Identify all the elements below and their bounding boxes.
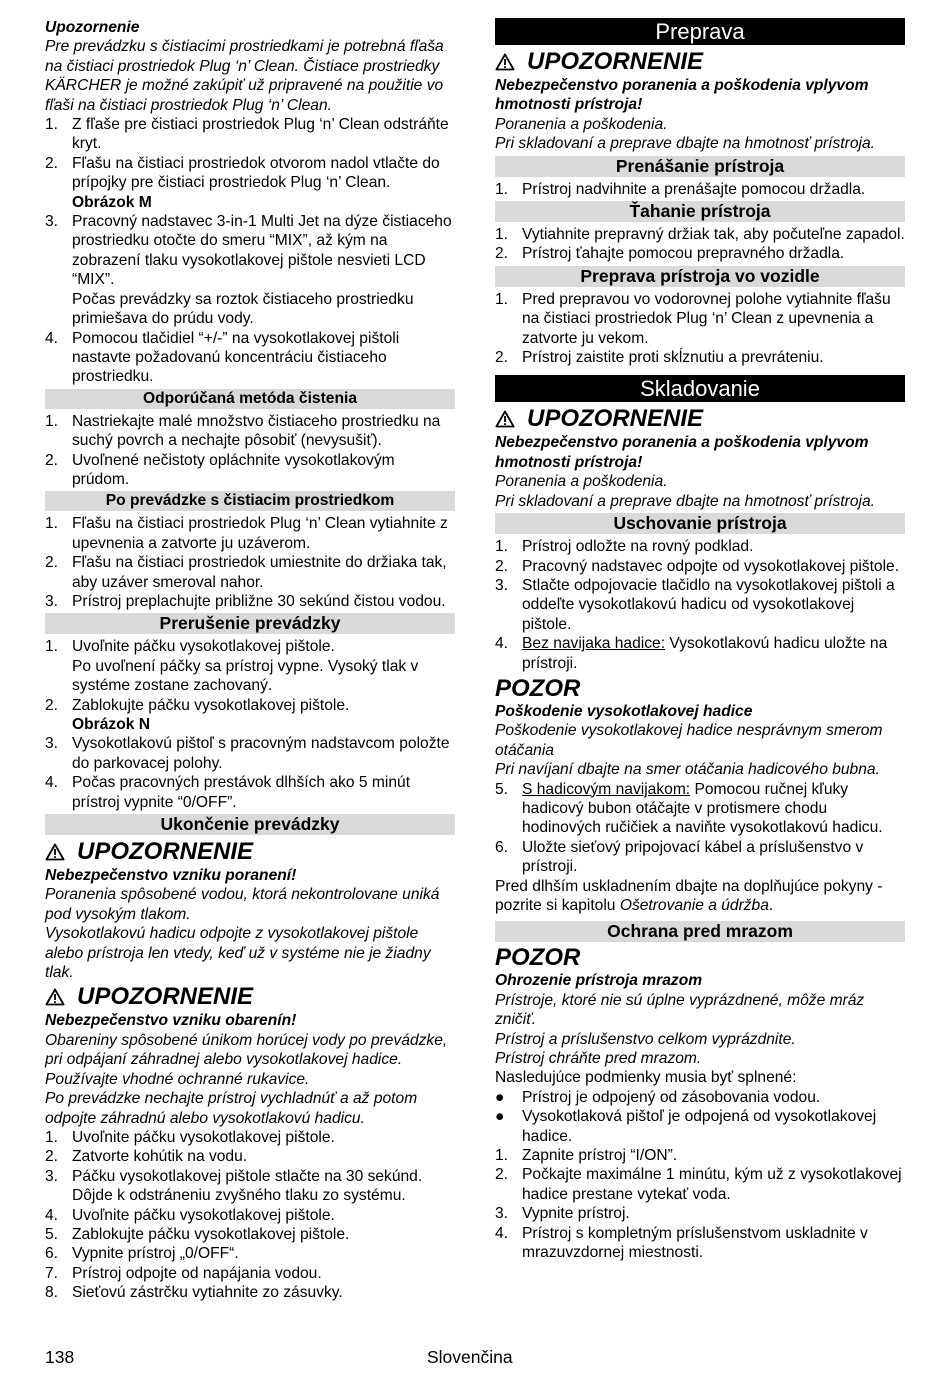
page-number: 138 xyxy=(45,1347,75,1367)
step-number: 6. xyxy=(495,838,509,856)
warning-triangle-icon xyxy=(45,988,77,1006)
list-item xyxy=(45,514,455,553)
step-number: 5. xyxy=(45,1225,59,1243)
bullet-text: Prístroj je odpojený od zásobovania vodou. xyxy=(522,1088,821,1106)
steps-list xyxy=(45,637,455,812)
warning-danger: Nebezpečenstvo poranenia a poškodenia vplyvom hmotnosti prístroja! xyxy=(495,77,869,114)
step-number: 6. xyxy=(45,1245,59,1263)
step-text: Počas pracovných prestávok dlhších ako 5 minút prístroj vypnite “0/OFF”. xyxy=(72,774,411,811)
warning-title: UPOZORNENIE xyxy=(77,838,254,866)
warning-block xyxy=(495,405,905,511)
steps-list xyxy=(45,1128,455,1303)
warning-text: Používajte vhodné ochranné rukavice. xyxy=(45,1070,310,1088)
step-label: Bez navijaka hadice: xyxy=(522,635,666,653)
conditions-intro: Nasledujúce podmienky musia byť splnené: xyxy=(495,1069,797,1087)
caution-text: Prístroj chráňte pred mrazom. xyxy=(495,1050,702,1068)
step-number: 2. xyxy=(45,451,59,469)
step-number: 2. xyxy=(45,1148,59,1166)
list-item xyxy=(45,212,455,328)
step-number: 3. xyxy=(45,1167,59,1185)
step-number: 2. xyxy=(495,1166,509,1184)
step-number: 4. xyxy=(495,1224,509,1242)
step-text: Fľašu na čistiaci prostriedok umiestnite do držiaka tak, aby uzáver smeroval nahor. xyxy=(72,554,447,591)
list-item xyxy=(45,1206,455,1225)
steps-list xyxy=(45,115,455,387)
section-heading-cleaning-method: Odporúčaná metóda čistenia xyxy=(45,389,455,409)
list-item xyxy=(495,1224,905,1263)
list-item xyxy=(45,1244,455,1263)
step-number: 2. xyxy=(45,696,59,714)
step-text: Uvoľnené nečistoty opláchnite vysokotlakovým prúdom. xyxy=(72,451,395,488)
chapter-bar-transport: Preprava xyxy=(495,18,905,45)
warning-text: Pri skladovaní a preprave dbajte na hmotnosť prístroja. xyxy=(495,135,875,153)
step-number: 4. xyxy=(45,1206,59,1224)
list-item xyxy=(495,1088,905,1107)
step-text: Pomocou tlačidiel “+/-” na vysokotlakovej pištoli nastavte požadovanú koncentráciu čistiaceho prostriedku. xyxy=(72,329,400,386)
list-item xyxy=(45,592,455,611)
caution-block xyxy=(495,945,905,1068)
steps-list xyxy=(495,225,905,264)
list-item xyxy=(495,576,905,634)
list-item xyxy=(45,696,455,735)
list-item xyxy=(495,290,905,348)
intro-body: Pre prevádzku s čistiacimi prostriedkami je potrebná fľaša na čistiaci prostriedok Plug ‘n’ Clean. Čistiace prostriedky KÄRCHER je možné zakúpiť už pripravené na použitie vo fľaši na čistiaci prostriedok Plug ‘n’ Clean. xyxy=(45,38,444,114)
step-text: Prístroj preplachujte približne 30 sekúnd čistou vodou. xyxy=(72,592,446,610)
warning-text: Obareniny spôsobené únikom horúcej vody po prevádzke, pri odpájaní záhradnej alebo vysokotlakovej hadice. xyxy=(45,1031,448,1069)
step-number: 2. xyxy=(495,245,509,263)
step-number: 2. xyxy=(495,349,509,367)
section-heading-after-operation: Po prevádzke s čistiacim prostriedkom xyxy=(45,491,455,511)
figure-reference: Obrázok N xyxy=(72,716,150,733)
steps-list xyxy=(495,180,905,199)
warning-triangle-icon xyxy=(45,843,77,861)
list-item xyxy=(45,637,455,695)
caution-heading: POZOR xyxy=(495,674,581,702)
bullet-text: Vysokotlaková pištoľ je odpojená od vysokotlakovej hadice. xyxy=(522,1108,877,1145)
step-text: Nastriekajte malé množstvo čistiaceho prostriedku na suchý povrch a nechajte pôsobiť (nevysušiť). xyxy=(72,412,441,450)
step-number: 8. xyxy=(45,1284,59,1302)
step-text: Uložte sieťový pripojovací kábel a príslušenstvo v prístroji. xyxy=(522,838,864,876)
list-item xyxy=(45,412,455,451)
warning-heading xyxy=(45,838,455,866)
step-number: 5. xyxy=(495,780,509,798)
list-item xyxy=(45,451,455,490)
step-text: Vypnite prístroj „0/OFF“. xyxy=(72,1245,239,1263)
step-text: Fľašu na čistiaci prostriedok otvorom nadol vtlačte do prípojky pre čistiaci prostriedok Plug ‘n’ Clean. xyxy=(72,154,440,192)
section-heading-end-operation: Ukončenie prevádzky xyxy=(45,814,455,835)
list-item xyxy=(45,734,455,773)
figure-reference: Obrázok M xyxy=(72,193,152,211)
list-item xyxy=(495,1107,905,1146)
list-item xyxy=(45,1225,455,1244)
step-text: Zablokujte páčku vysokotlakovej pištole. xyxy=(72,696,350,714)
warning-text: Po prevádzke nechajte prístroj vychladnúť a až potom odpojte záhradnú alebo vysokotlakovú hadicu. xyxy=(45,1090,418,1127)
left-column xyxy=(45,18,455,1303)
caution-danger: Poškodenie vysokotlakovej hadice xyxy=(495,702,753,720)
step-text: Uvoľnite páčku vysokotlakovej pištole. xyxy=(72,638,335,656)
steps-list xyxy=(45,412,455,490)
step-number: 1. xyxy=(45,1128,59,1146)
note-text: Pred dlhším uskladnením dbajte na doplňujúce pokyny - pozrite si kapitolu xyxy=(495,877,883,914)
conditions-list xyxy=(495,1088,905,1146)
step-number: 1. xyxy=(495,1147,509,1165)
step-number: 3. xyxy=(495,1205,509,1223)
list-item xyxy=(495,780,905,838)
warning-heading xyxy=(495,48,905,76)
warning-block xyxy=(495,48,905,154)
step-text: Zatvorte kohútik na vodu. xyxy=(72,1148,248,1166)
step-label: S hadicovým navijakom: xyxy=(522,780,691,798)
list-item xyxy=(495,557,905,576)
list-item xyxy=(45,773,455,812)
step-text: Prístroj s kompletným príslušenstvom uskladnite v mrazuvzdornej miestnosti. xyxy=(522,1224,868,1262)
list-item xyxy=(495,1165,905,1204)
warning-danger: Nebezpečenstvo vzniku poranení! xyxy=(45,867,297,885)
step-number: 4. xyxy=(45,774,59,792)
list-item xyxy=(495,537,905,556)
right-column xyxy=(495,18,905,1263)
step-text: Prístroj odpojte od napájania vodou. xyxy=(72,1264,322,1282)
step-number: 4. xyxy=(495,635,509,653)
warning-title: UPOZORNENIE xyxy=(77,983,254,1011)
step-text: Uvoľnite páčku vysokotlakovej pištole. xyxy=(72,1206,335,1224)
note-end: . xyxy=(768,897,774,914)
bullet-icon: ● xyxy=(495,1088,505,1106)
step-text: Prístroj ťahajte pomocou prepravného držadla. xyxy=(522,245,845,263)
step-text: Vysokotlakovú pištoľ s pracovným nadstavcom položte do parkovacej polohy. xyxy=(72,735,450,772)
step-text: Prístroj odložte na rovný podklad. xyxy=(522,538,754,556)
list-item xyxy=(45,329,455,387)
list-item xyxy=(45,553,455,592)
language-label: Slovenčina xyxy=(427,1347,513,1367)
warning-title: UPOZORNENIE xyxy=(527,48,704,75)
list-item xyxy=(495,348,905,367)
warning-danger: Nebezpečenstvo vzniku obarenín! xyxy=(45,1012,297,1030)
step-text: Vysokotlakovú hadicu uložte na prístroji. xyxy=(522,635,888,672)
list-item xyxy=(495,1146,905,1165)
list-item xyxy=(45,1128,455,1147)
step-number: 3. xyxy=(45,213,59,231)
step-number: 1. xyxy=(45,638,59,656)
list-item xyxy=(495,1204,905,1223)
warning-text: Vysokotlakovú hadicu odpojte z vysokotlakovej pištole alebo prístroja len vtedy, keď už v systéme nie je žiadny tlak. xyxy=(45,925,431,982)
intro-title: Upozornenie xyxy=(45,19,140,36)
caution-block xyxy=(495,676,905,780)
warning-text: Poranenia a poškodenia. xyxy=(495,473,668,491)
step-text: Zablokujte páčku vysokotlakovej pištole. xyxy=(72,1225,350,1243)
warning-block xyxy=(45,983,455,1127)
warning-triangle-icon xyxy=(495,53,527,71)
step-text: Prístroj nadvihnite a prenášajte pomocou držadla. xyxy=(522,180,866,198)
bullet-icon: ● xyxy=(495,1108,505,1126)
step-number: 2. xyxy=(45,154,59,172)
storage-note xyxy=(495,877,905,916)
step-number: 7. xyxy=(45,1264,59,1282)
caution-text: Pri navíjaní dbajte na smer otáčania hadicového bubna. xyxy=(495,761,880,779)
step-number: 3. xyxy=(45,735,59,753)
warning-danger: Nebezpečenstvo poranenia a poškodenia vplyvom hmotnosti prístroja! xyxy=(495,434,869,471)
step-text: Zapnite prístroj “I/ON”. xyxy=(522,1147,678,1165)
steps-list xyxy=(495,290,905,368)
step-number: 1. xyxy=(45,515,59,533)
step-note: Po uvoľnení páčky sa prístroj vypne. Vysoký tlak v systéme zostane zachovaný. xyxy=(72,657,419,695)
warning-triangle-icon xyxy=(495,410,527,428)
list-item xyxy=(495,634,905,673)
steps-list xyxy=(45,514,455,611)
warning-text: Poranenia spôsobené vodou, ktorá nekontrolovane uniká pod vysokým tlakom. xyxy=(45,886,440,923)
step-text: Počkajte maximálne 1 minútu, kým už z vysokotlakovej hadice prestane vytekať voda. xyxy=(522,1166,902,1203)
list-item xyxy=(45,115,455,154)
step-text: Uvoľnite páčku vysokotlakovej pištole. xyxy=(72,1128,335,1146)
list-item xyxy=(495,244,905,263)
step-number: 1. xyxy=(45,412,59,430)
step-text: Z fľaše pre čistiaci prostriedok Plug ‘n’ Clean odstráňte kryt. xyxy=(72,116,449,153)
step-text: Sieťovú zástrčku vytiahnite zo zásuvky. xyxy=(72,1284,343,1302)
step-number: 3. xyxy=(495,576,509,594)
step-number: 2. xyxy=(45,554,59,572)
steps-list xyxy=(495,780,905,877)
step-note: Počas prevádzky sa roztok čistiaceho prostriedku primiešava do prúdu vody. xyxy=(72,290,414,328)
list-item xyxy=(45,1283,455,1302)
chapter-reference: Ošetrovanie a údržba xyxy=(619,897,769,914)
step-number: 4. xyxy=(45,329,59,347)
caution-text: Poškodenie vysokotlakovej hadice nesprávnym smerom otáčania xyxy=(495,722,883,759)
step-number: 1. xyxy=(45,116,59,134)
step-number: 1. xyxy=(495,538,509,556)
caution-danger: Ohrozenie prístroja mrazom xyxy=(495,972,703,990)
warning-text: Pri skladovaní a preprave dbajte na hmotnosť prístroja. xyxy=(495,492,875,510)
step-text: Stlačte odpojovacie tlačidlo na vysokotlakovej pištoli a oddeľte vysokotlakovú hadicu od vysokotlakovej pištole. xyxy=(522,576,895,633)
list-item xyxy=(45,154,455,212)
caution-text: Prístroje, ktoré nie sú úplne vyprázdnené, môže mráz zničiť. xyxy=(495,991,865,1029)
section-heading-vehicle: Preprava prístroja vo vozidle xyxy=(495,266,905,287)
step-text: Vypnite prístroj. xyxy=(522,1205,630,1223)
list-item xyxy=(495,838,905,877)
step-text: Pracovný nadstavec odpojte od vysokotlakovej pištole. xyxy=(522,557,900,575)
step-number: 1. xyxy=(495,226,509,244)
steps-list xyxy=(495,1146,905,1262)
caution-text: Prístroj a príslušenstvo celkom vyprázdnite. xyxy=(495,1030,796,1048)
step-text: Fľašu na čistiaci prostriedok Plug ‘n’ Clean vytiahnite z upevnenia a zatvorte ju uzáverom. xyxy=(72,515,448,552)
warning-block xyxy=(45,838,455,982)
page-footer xyxy=(45,1348,905,1370)
warning-heading xyxy=(45,983,455,1011)
list-item xyxy=(495,180,905,199)
list-item xyxy=(45,1264,455,1283)
section-heading-keeping: Uschovanie prístroja xyxy=(495,513,905,534)
step-text: Pomocou ručnej kľuky hadicový bubon otáčajte v protismere chodu hodinových ručičiek a naviňte vysokotlakovú hadicu. xyxy=(522,780,883,837)
step-number: 1. xyxy=(495,290,509,308)
step-text: Vytiahnite prepravný držiak tak, aby počuteľne zapadol. xyxy=(522,226,905,244)
section-heading-frost: Ochrana pred mrazom xyxy=(495,921,905,942)
chapter-bar-storage: Skladovanie xyxy=(495,375,905,402)
step-number: 1. xyxy=(495,180,509,198)
step-text: Páčku vysokotlakovej pištole stlačte na 30 sekúnd. Dôjde k odstráneniu zvyšného tlaku zo systému. xyxy=(72,1167,423,1205)
section-heading-pulling: Ťahanie prístroja xyxy=(495,201,905,222)
steps-list xyxy=(495,537,905,673)
warning-title: UPOZORNENIE xyxy=(527,405,704,433)
section-heading-interrupt: Prerušenie prevádzky xyxy=(45,613,455,634)
step-text: Pracovný nadstavec 3-in-1 Multi Jet na dýze čistiaceho prostriedku otočte do smeru “MIX”, až kým na zobrazení tlaku vysokotlakovej pištole nesvieti LCD “MIX”. xyxy=(72,213,452,289)
step-number: 3. xyxy=(45,592,59,610)
list-item xyxy=(495,225,905,244)
step-number: 2. xyxy=(495,557,509,575)
section-heading-carrying: Prenášanie prístroja xyxy=(495,156,905,177)
list-item xyxy=(45,1167,455,1206)
step-text: Pred prepravou vo vodorovnej polohe vytiahnite fľašu na čistiaci prostriedok Plug ‘n’ Clean z upevnenia a zatvorte ju vekom. xyxy=(522,290,891,347)
caution-heading: POZOR xyxy=(495,944,581,972)
warning-heading xyxy=(495,405,905,433)
step-text: Prístroj zaistite proti skĺznutiu a prevráteniu. xyxy=(522,349,824,367)
warning-text: Poranenia a poškodenia. xyxy=(495,115,668,133)
list-item xyxy=(45,1147,455,1166)
